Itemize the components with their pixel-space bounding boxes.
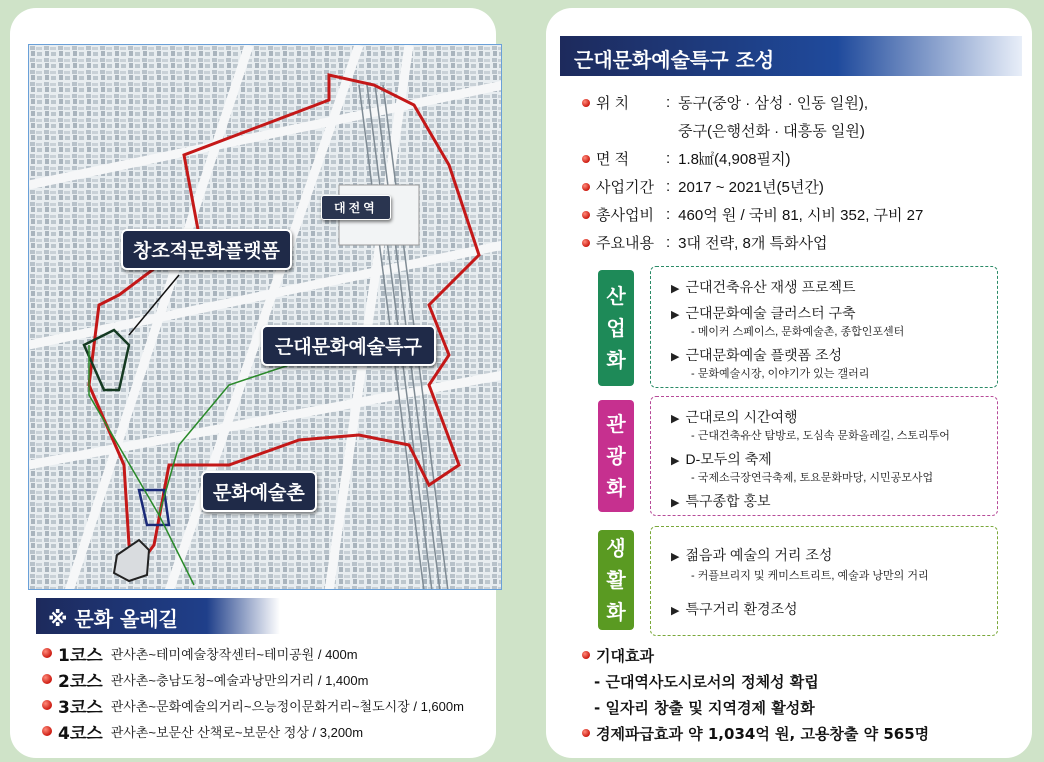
bullet-icon (42, 674, 52, 684)
bullet-icon (582, 99, 590, 107)
category-item (671, 449, 772, 469)
left-panel (10, 8, 496, 758)
info-key: 사업기간 (596, 179, 654, 196)
economic-effect-row (582, 720, 929, 746)
triangle-right-icon: ▶ (671, 497, 680, 509)
category-sub: - 커플브리지 및 케미스트리트, 예술과 낭만의 거리 (691, 570, 929, 582)
category-char: 활 (606, 568, 626, 592)
category-item (671, 491, 771, 511)
course-route: 관사촌~문화예술의거리~으능정이문화거리~철도시장 / 1,600m (110, 698, 464, 714)
bullet-icon (42, 648, 52, 658)
category-sub: - 국제소극장연극축제, 토요문화마당, 시민공모사업 (691, 472, 934, 484)
category-tab-industrial (598, 270, 634, 386)
item-text: 특구종합 홍보 (685, 493, 771, 509)
course-name: 2코스 (58, 671, 103, 692)
item-text: D-모두의 축제 (685, 451, 772, 467)
triangle-right-icon: ▶ (671, 309, 680, 321)
bullet-icon (582, 651, 590, 659)
info-location (582, 92, 868, 113)
course-name: 4코스 (58, 723, 103, 744)
effect-line: - 근대역사도시로서의 정체성 확립 (594, 672, 819, 691)
colon: : (666, 150, 671, 167)
expected-effects (582, 642, 929, 746)
info-value: 1.8㎢(4,908필지) (678, 151, 791, 168)
category-char: 산 (606, 284, 626, 308)
category-box-living (650, 526, 998, 636)
category-tab-living (598, 530, 634, 630)
course-route: 관사촌~충남도청~예술과낭만의거리 / 1,400m (110, 672, 369, 688)
right-panel (546, 8, 1032, 758)
course-name: 3코스 (58, 697, 103, 718)
category-char: 업 (606, 316, 626, 340)
course-row (42, 718, 502, 744)
category-char: 화 (606, 476, 626, 500)
bullet-icon (42, 726, 52, 736)
info-content (582, 232, 827, 253)
category-item (671, 277, 856, 297)
course-name: 1코스 (58, 645, 103, 666)
economic-effect: 경제파급효과 약 1,034억 원, 고용창출 약 565명 (596, 724, 930, 743)
info-key: 면 적 (596, 151, 630, 168)
category-char: 화 (606, 600, 626, 624)
culture-trail-header: ※ 문화 올레길 (36, 598, 280, 634)
label-modern-arts-district: 근대문화예술특구 (261, 325, 436, 366)
category-item (671, 545, 832, 565)
category-item (671, 599, 798, 619)
item-text: 근대문화예술 플랫폼 조성 (685, 347, 843, 363)
triangle-right-icon: ▶ (671, 283, 680, 295)
triangle-right-icon: ▶ (671, 605, 680, 617)
course-route: 관사촌~보문산 산책로~보문산 정상 / 3,200m (110, 724, 364, 740)
category-item (671, 407, 798, 427)
info-budget (582, 204, 923, 225)
effects-title-row (582, 642, 929, 668)
triangle-right-icon: ▶ (671, 413, 680, 425)
course-list (42, 640, 502, 744)
info-area (582, 148, 791, 169)
course-row (42, 640, 502, 666)
info-value: 3대 전략, 8개 특화사업 (678, 235, 828, 252)
colon: : (666, 234, 671, 251)
bullet-icon (582, 155, 590, 163)
triangle-right-icon: ▶ (671, 455, 680, 467)
category-char: 관 (606, 412, 626, 436)
effects-title: 기대효과 (596, 646, 654, 665)
item-text: 젊음과 예술의 거리 조성 (685, 547, 833, 563)
bullet-icon (582, 729, 590, 737)
bullet-icon (582, 183, 590, 191)
item-text: 근대건축유산 재생 프로젝트 (685, 279, 856, 295)
triangle-right-icon: ▶ (671, 551, 680, 563)
info-key: 총사업비 (596, 207, 654, 224)
category-char: 생 (606, 536, 626, 560)
category-sub: - 근대건축유산 탐방로, 도심속 문화올레길, 스토리투어 (691, 430, 950, 442)
category-char: 화 (606, 348, 626, 372)
info-value: 2017 ~ 2021년(5년간) (678, 179, 824, 196)
info-value: 중구(은행선화 · 대흥동 일원) (678, 123, 865, 140)
district-map (28, 44, 502, 590)
category-tab-tourism (598, 400, 634, 512)
info-key: 주요내용 (596, 235, 654, 252)
info-value: 460억 원 / 국비 81, 시비 352, 구비 27 (678, 207, 924, 224)
colon: : (666, 94, 671, 111)
item-text: 근대로의 시간여행 (685, 409, 798, 425)
course-row (42, 666, 502, 692)
category-box-tourism (650, 396, 998, 516)
bullet-icon (42, 700, 52, 710)
course-route: 관사촌~테미예술창작센터~테미공원 / 400m (110, 646, 358, 662)
category-item (671, 303, 856, 323)
triangle-right-icon: ▶ (671, 351, 680, 363)
item-text: 근대문화예술 클러스터 구축 (685, 305, 856, 321)
category-char: 광 (606, 444, 626, 468)
category-sub: - 메이커 스페이스, 문화예술촌, 종합인포센터 (691, 326, 905, 338)
district-title: 근대문화예술특구 조성 (560, 36, 1022, 76)
info-value: 동구(중앙 · 삼성 · 인동 일원), (678, 95, 869, 112)
item-text: 특구거리 환경조성 (685, 601, 798, 617)
label-creative-platform: 창조적문화플랫폼 (121, 229, 292, 270)
info-location-cont (678, 120, 865, 141)
colon: : (666, 206, 671, 223)
bullet-icon (582, 211, 590, 219)
info-key: 위 치 (596, 95, 630, 112)
info-period (582, 176, 824, 197)
category-box-industrial (650, 266, 998, 388)
category-sub: - 문화예술시장, 이야기가 있는 갤러리 (691, 368, 870, 380)
bullet-icon (582, 239, 590, 247)
colon: : (666, 178, 671, 195)
label-arts-village: 문화예술촌 (201, 471, 317, 512)
course-row (42, 692, 502, 718)
label-daejeon-station: 대전역 (321, 195, 391, 220)
category-item (671, 345, 842, 365)
effect-line: - 일자리 창출 및 지역경제 활성화 (594, 698, 815, 717)
